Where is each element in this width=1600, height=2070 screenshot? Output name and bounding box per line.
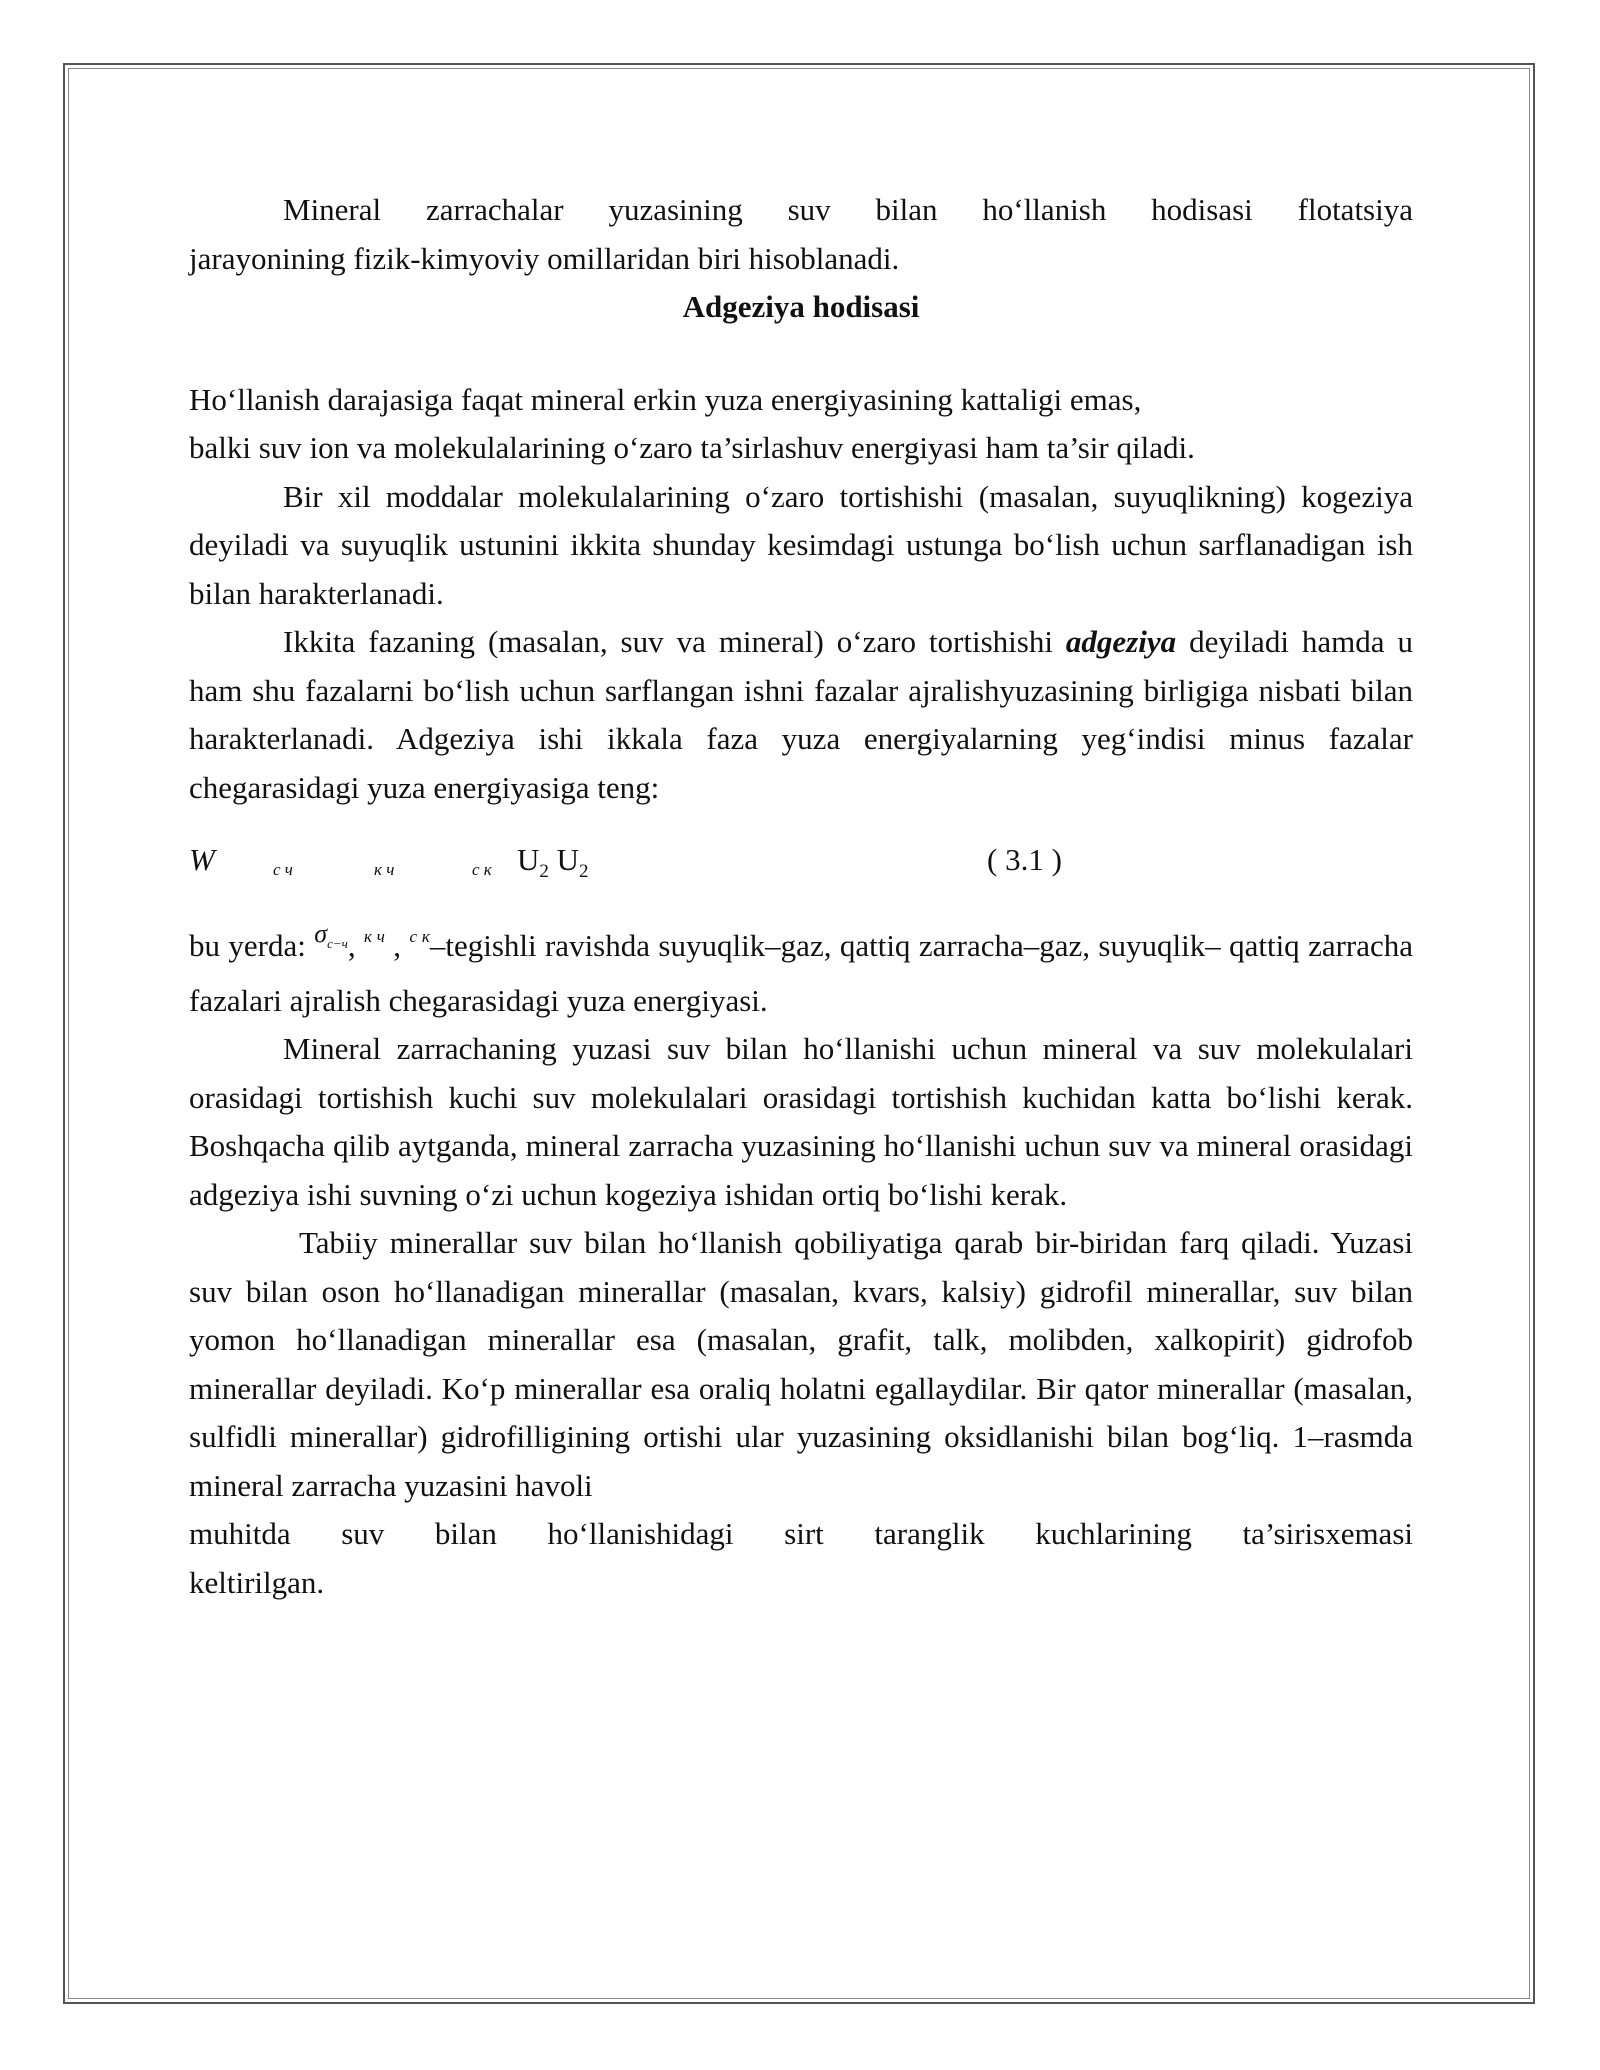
- paragraph-wetting-line-1: Ho‘llanish darajasiga faqat mineral erkin yuza energiyasining kattaligi emas,: [189, 381, 1142, 417]
- separator-1: ,: [347, 928, 364, 963]
- paragraph-final-line-1: muhitda suv bilan ho‘llanishidagi sirt taranglik kuchlarining ta’sirisxemasi: [189, 1516, 1413, 1551]
- formula-u-2: U: [556, 842, 580, 877]
- formula-w: W: [189, 842, 215, 877]
- spacer: [189, 332, 1413, 376]
- paragraph-intro-line-1: Mineral zarrachalar yuzasining suv bilan ho‘llanish hodisasi flotatsiya: [283, 192, 1413, 227]
- where-description: –tegishli ravishda suyuqlik–gaz, qattiq zarracha–gaz, suyuqlik– qattiq zarracha fazalari ajralish chegarasidagi yuza energiyasi.: [189, 928, 1414, 1018]
- subscript-s-k: с к: [409, 927, 430, 946]
- where-label: bu yerda:: [189, 928, 315, 963]
- separator-2: ,: [384, 928, 410, 963]
- document-body: [189, 186, 1413, 1607]
- paragraph-cohesion: Bir xil moddalar molekulalarining o‘zaro tortishishi (masalan, suyuqlikning) kogeziya deyiladi va suyuqlik ustunini ikkita shunday kesimdagi ustunga bo‘lish uchun sarflanadigan ish bilan harakterlanadi.: [189, 478, 1413, 611]
- paragraph-final-line-2: keltirilgan.: [189, 1564, 325, 1600]
- paragraph-natural-minerals: Tabiiy minerallar suv bilan ho‘llanish qobiliyatiga qarab bir-biridan farq qiladi. Yuzasi suv bilan oson ho‘llanadigan minerallar (masalan, kvars, kalsiy) gidrofil minerallar, suv bilan yomon ho‘llanadigan minerallar esa (masalan, grafit, talk, molibden, xalkopirit) gidrofob minerallar deyiladi. Ko‘p minerallar esa oraliq holatni egallaydilar. Bir qator minerallar (masalan, sulfidli minerallar) gidrofilligining ortishi ular yuzasining oksidlanishi bilan bog‘liq. 1–rasmda mineral zarracha yuzasini havoli: [189, 1225, 1413, 1503]
- formula-subscript-1: с ч: [273, 860, 293, 879]
- paragraph-wetting-line-2: balki suv ion va molekulalarining o‘zaro ta’sirlashuv energiyasi ham ta’sir qiladi.: [189, 430, 1195, 465]
- sigma-subscript: с−ч: [327, 936, 348, 951]
- adhesion-text-before: Ikkita fazaning (masalan, suv va mineral) o‘zaro tortishishi: [283, 624, 1066, 659]
- formula-3-1: [189, 836, 1413, 896]
- subscript-k-ch: к ч: [363, 927, 385, 946]
- formula-u-terms: [517, 836, 589, 897]
- sigma-symbol: σ: [314, 919, 328, 948]
- section-heading: Adgeziya hodisasi: [682, 289, 920, 324]
- adhesion-term: adgeziya: [1065, 624, 1177, 659]
- formula-subscript-3: с к: [472, 860, 492, 879]
- formula-u-1-sub: 2: [539, 861, 549, 883]
- formula-u-2-sub: 2: [579, 861, 589, 883]
- paragraph-adhesion: [189, 618, 1413, 812]
- paragraph-wetting-condition: Mineral zarrachaning yuzasi suv bilan ho‘llanishi uchun mineral va suv molekulalari orasidagi tortishish kuchi suv molekulalari orasidagi tortishish kuchidan katta bo‘lishi kerak. Boshqacha qilib aytganda, mineral zarracha yuzasining ho‘llanishi uchun suv va mineral orasidagi adgeziya ishi suvning o‘zi uchun kogeziya ishidan ortiq bo‘lishi kerak.: [189, 1031, 1413, 1212]
- formula-u-1: U: [517, 842, 540, 877]
- adhesion-text-after: deyiladi hamda u ham shu fazalarni bo‘lish uchun sarflangan ishni fazalar ajralishyuzasining birligiga nisbati bilan harakterlanadi. Adgeziya ishi ikkala faza yuza energiyalarning yeg‘indisi minus fazalar chegarasidagi yuza energiyasiga teng:: [189, 624, 1413, 805]
- paragraph-where: [189, 919, 1414, 1025]
- paragraph-intro-line-2: jarayonining fizik-kimyoviy omillaridan biri hisoblanadi.: [189, 240, 900, 276]
- formula-subscript-2: к ч: [374, 860, 395, 879]
- formula-number: ( 3.1 ): [987, 842, 1062, 877]
